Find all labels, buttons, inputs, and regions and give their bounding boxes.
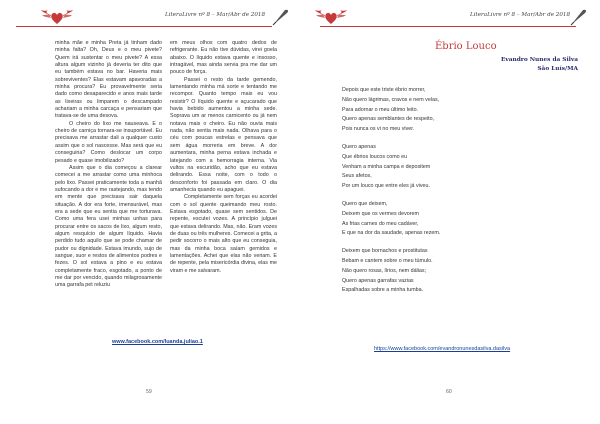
poem-line: Não quero rosas, lírios, nem dálias; (342, 267, 427, 274)
poem-line: Deixem que bornachos e prostitutas (342, 248, 428, 255)
poem-line: Venham a minha campa e depositem (342, 163, 431, 170)
quill-pen-icon (270, 7, 290, 27)
header-rule (16, 26, 272, 27)
winged-heart-logo-icon (314, 7, 348, 27)
poem-line: Seus afetos, (342, 173, 372, 180)
poem-body (342, 86, 440, 296)
poem-line: Depois que este triste ébrio morrer, (342, 87, 426, 93)
stanza-break (342, 239, 440, 247)
stanza-break (342, 192, 440, 200)
stanza-break (342, 135, 440, 143)
poem-line: Que ébrios loucos como eu (342, 153, 408, 160)
poem-author (501, 56, 578, 74)
poem-line: Quero apenas garrafas vazias (342, 277, 414, 284)
author-location: São Luís/MA (537, 66, 578, 72)
page-number: 60 (446, 389, 452, 395)
poem-line: Deixem que os vermes devorem (342, 210, 419, 217)
quill-pen-icon (568, 7, 588, 27)
poet-facebook-link[interactable]: https://www.facebook.com/evandronunesdasilva.dasilva (374, 346, 511, 352)
poem-line: Quero apenas semblantes de respeito, (342, 116, 435, 123)
author-name: Evandro Nunes da Silva (501, 57, 578, 63)
story-column-1 (55, 40, 162, 290)
paragraph: Completamente sem forças eu acordei com o sol quente queimando meu rosto. Estava esgotado, quase sem sentidos. De repente, escutei vozes. A princípio julguei que estava delirando. Mas, não. Eram vozes de duas ou três mulheres. Comecei a grita, a pedir socorro o mais alto que eu conseguia, mas da minha boca saíam gemidos e lamentações. Achei que elas não veriam. E de repente, pela misericórdia divina, elas me viram e me salvaram. (170, 194, 277, 274)
author-facebook-link[interactable]: www.facebook.com/luanda.juliao.1 (112, 339, 203, 345)
poem-line: Pois nunca os vi no meu viver. (342, 126, 415, 133)
poem-line: Quero apenas (342, 143, 376, 150)
poem-line: Por um louco que entre eles já viveu. (342, 183, 430, 190)
header-title: LiteraLivre nº 8 – Mar/Abr de 2018 (165, 12, 266, 18)
header-rule (320, 26, 576, 27)
winged-heart-logo-icon (40, 7, 74, 27)
paragraph: minha mãe e minha Preta já tinham dado minha falta? Oh, Deus e o meu pivete? Quem irá sustentar o meu pivete? A essa altura algum vizinho já deveria ter dito que eu também estava no bar. Haveria mais sobreviventes? Elas estavam apavoradas a minha procura? Eu provavelmente seria dado como desaparecido e anos mais tarde as lixeiras ou limparem o descampado achariam a minha carcaça e pensariam que tratava-se de uma desova. (55, 40, 162, 120)
poem-line: Para adornar o meu último leito. (342, 106, 419, 113)
poem-line: E que na dor da saudade, apenas rezem. (342, 230, 441, 237)
poem-line: Quero que deixem, (342, 200, 388, 207)
poem-line: As frias carnes do meu cadáver, (342, 220, 419, 227)
poem-line: Não quero lágrimas, cravos e nem velas, (342, 96, 440, 103)
paragraph: em meus olhos com quatro dedos de refrigerante. Eu não tive dúvidas, virei goela abaixo. O líquido estava quente e insosso, intragável, mas ainda servia pra me dar um pouco de força. (170, 40, 277, 76)
paragraph: Passei o resto da tarde gemendo, lamentando minha má sorte e tentando me recompor. Quanto tempo mais eu vou resistir? O líquido quente e açucarado que havia bebido aumentou a minha sede. Soprava um ar menos carnicento ou já nem notava mais o cheiro. Eu não ouvia mais nada, não sentia mais nada. Olhava para o céu com poucas estrelas e pensava que sem água morreria em breve. A dor aumentara, minha perna estava inchada e latejando com a hemorragia interna. Via vultos na escuridão, acho que eu estava delirando. Essa noite, com o todo o desconforto foi passada em claro. O dia amanhecia quando eu apaguei. (170, 76, 277, 193)
paragraph: O cheiro do lixo me nauseava. E o cheiro de carniça tornara-se insuportável. Eu precisava me arrastar dali a qualquer custo assim que o sol nascesse. Mas será que eu conseguiria? Como deslocar um corpo pesado e quase imobilizado? (55, 120, 162, 164)
paragraph: Assim que o dia começou a clarear comecei a me arrastar como uma minhoca pelo lixo. Passei praticamente toda a manhã sufocando a dor e me rastejando, mas tendo em mente que precisava sair daquela situação. A dor era forte, imensurável, mas era a sede que eu sentia que me torturava. Como uma fera usei minhas unhas para procurar entre os sacos de lixo, algum resto, algum resquício de algum líquido. Havia perdido tudo aquilo que se pode chamar de pudor ou dignidade. Estava imundo, sujo de sangue, suor e restos de alimentos podres e fezes. O sol estava a pino e eu estava completamente fraco, esgotado, a ponto de me dar por vencido, quando milagrosamente uma garrafa pet reluziu (55, 164, 162, 289)
header-title: LiteraLivre nº 8 – Mar/Abr de 2018 (470, 12, 571, 18)
poem-title: Ébrio Louco (435, 41, 497, 52)
page-number: 59 (146, 389, 152, 395)
right-page (300, 0, 600, 424)
poem-line: Espalhadas sobre a minha tumba. (342, 287, 424, 294)
story-column-2 (170, 40, 277, 275)
poem-line: Bebam e cantem sobre o meu túmulo. (342, 257, 433, 264)
